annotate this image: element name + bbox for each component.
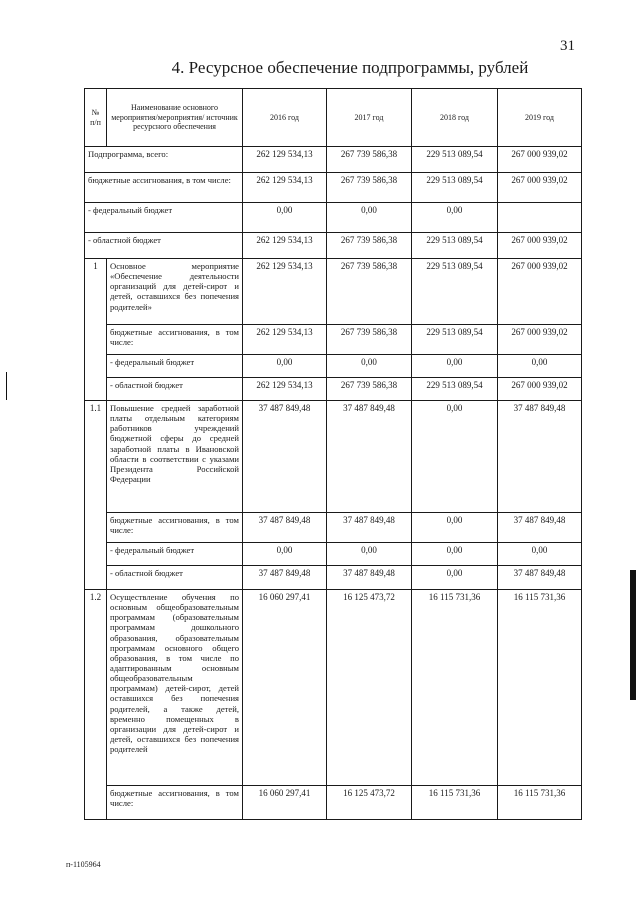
value-cell: 262 129 534,13 [243, 259, 327, 325]
value-cell [498, 203, 582, 233]
row-label: бюджетные ассигнования, в том числе: [107, 786, 243, 820]
value-cell: 37 487 849,48 [243, 566, 327, 590]
value-cell: 267 000 939,02 [498, 378, 582, 401]
value-cell: 229 513 089,54 [412, 259, 498, 325]
subrow [85, 543, 582, 566]
subrow [85, 325, 582, 355]
value-cell: 37 487 849,48 [498, 566, 582, 590]
value-cell: 267 000 939,02 [498, 325, 582, 355]
value-cell: 262 129 534,13 [243, 233, 327, 259]
measure-row [85, 259, 582, 325]
header-num: № п/п [85, 89, 107, 147]
value-cell: 37 487 849,48 [498, 401, 582, 513]
value-cell: 0,00 [412, 543, 498, 566]
row-label: - федеральный бюджет [85, 203, 243, 233]
value-cell: 0,00 [243, 543, 327, 566]
value-cell: 0,00 [498, 355, 582, 378]
header-year: 2016 год [243, 89, 327, 147]
value-cell: 262 129 534,13 [243, 147, 327, 173]
value-cell: 0,00 [412, 203, 498, 233]
subrow [85, 513, 582, 543]
value-cell: 16 115 731,36 [498, 786, 582, 820]
subrow [85, 566, 582, 590]
value-cell: 16 060 297,41 [243, 590, 327, 786]
value-cell: 0,00 [327, 543, 412, 566]
value-cell: 267 739 586,38 [327, 325, 412, 355]
value-cell: 267 739 586,38 [327, 173, 412, 203]
summary-row [85, 173, 582, 203]
row-number: 1.1 [85, 401, 107, 590]
value-cell: 0,00 [243, 203, 327, 233]
header-name: Наименование основного мероприятия/мероприятия/ источник ресурсного обеспечения [107, 89, 243, 147]
value-cell: 0,00 [412, 355, 498, 378]
scan-edge-mark [630, 570, 636, 700]
header-year: 2019 год [498, 89, 582, 147]
row-label: Подпрограмма, всего: [85, 147, 243, 173]
value-cell: 16 115 731,36 [498, 590, 582, 786]
value-cell: 229 513 089,54 [412, 378, 498, 401]
table-header-row [85, 89, 582, 147]
value-cell: 0,00 [327, 355, 412, 378]
row-label: - федеральный бюджет [107, 543, 243, 566]
row-number: 1.2 [85, 590, 107, 820]
row-label: - федеральный бюджет [107, 355, 243, 378]
value-cell: 37 487 849,48 [243, 513, 327, 543]
value-cell: 16 115 731,36 [412, 786, 498, 820]
value-cell: 0,00 [327, 203, 412, 233]
value-cell: 37 487 849,48 [498, 513, 582, 543]
value-cell: 16 115 731,36 [412, 590, 498, 786]
row-label: бюджетные ассигнования, в том числе: [107, 513, 243, 543]
subrow [85, 378, 582, 401]
row-label: - областной бюджет [107, 378, 243, 401]
row-number: 1 [85, 259, 107, 401]
header-year: 2018 год [412, 89, 498, 147]
subrow [85, 355, 582, 378]
measure-row [85, 590, 582, 786]
value-cell: 262 129 534,13 [243, 173, 327, 203]
header-year: 2017 год [327, 89, 412, 147]
row-label: бюджетные ассигнования, в том числе: [85, 173, 243, 203]
value-cell: 267 000 939,02 [498, 259, 582, 325]
value-cell: 16 125 473,72 [327, 786, 412, 820]
value-cell: 0,00 [412, 513, 498, 543]
value-cell: 267 739 586,38 [327, 378, 412, 401]
summary-row [85, 233, 582, 259]
value-cell: 16 125 473,72 [327, 590, 412, 786]
subrow [85, 786, 582, 820]
value-cell: 229 513 089,54 [412, 233, 498, 259]
value-cell: 229 513 089,54 [412, 173, 498, 203]
value-cell: 262 129 534,13 [243, 325, 327, 355]
row-label: бюджетные ассигнования, в том числе: [107, 325, 243, 355]
measure-name: Основное мероприятие «Обеспечение деятельности организаций для детей-сирот и детей, оставшихся без попечения родителей» [107, 259, 243, 325]
value-cell: 37 487 849,48 [243, 401, 327, 513]
value-cell: 267 000 939,02 [498, 233, 582, 259]
page-title: 4. Ресурсное обеспечение подпрограммы, рублей [171, 58, 529, 77]
value-cell: 0,00 [243, 355, 327, 378]
value-cell: 229 513 089,54 [412, 147, 498, 173]
value-cell: 37 487 849,48 [327, 401, 412, 513]
value-cell: 16 060 297,41 [243, 786, 327, 820]
value-cell: 267 739 586,38 [327, 259, 412, 325]
resource-table [84, 88, 582, 820]
measure-name: Повышение средней заработной платы отдельным категориям работников учреждений бюджетной сферы до средней заработной платы в Ивановской области в соответствии с указами Президента Российской Федерации [107, 401, 243, 513]
row-label: - областной бюджет [85, 233, 243, 259]
value-cell: 267 000 939,02 [498, 173, 582, 203]
measure-row [85, 401, 582, 513]
value-cell: 267 739 586,38 [327, 233, 412, 259]
value-cell: 267 739 586,38 [327, 147, 412, 173]
summary-row [85, 147, 582, 173]
value-cell: 37 487 849,48 [327, 566, 412, 590]
value-cell: 37 487 849,48 [327, 513, 412, 543]
value-cell: 0,00 [412, 401, 498, 513]
measure-name: Осуществление обучения по основным общеобразовательным программам (образовательным программам дошкольного образования, образовательным программам основного общего образования, в том числе по адаптированным основным общеобразовательным программам) детей-сирот, детей оставшихся без попечения родителей, а также детей, временно помещенных в организации для детей-сирот и детей, оставшихся без попечения родителей [107, 590, 243, 786]
scan-edge-mark [6, 372, 7, 400]
summary-row [85, 203, 582, 233]
value-cell: 262 129 534,13 [243, 378, 327, 401]
value-cell: 0,00 [498, 543, 582, 566]
page-number: 31 [560, 38, 575, 54]
document-code: п-1105964 [66, 860, 101, 869]
value-cell: 0,00 [412, 566, 498, 590]
value-cell: 229 513 089,54 [412, 325, 498, 355]
value-cell: 267 000 939,02 [498, 147, 582, 173]
row-label: - областной бюджет [107, 566, 243, 590]
